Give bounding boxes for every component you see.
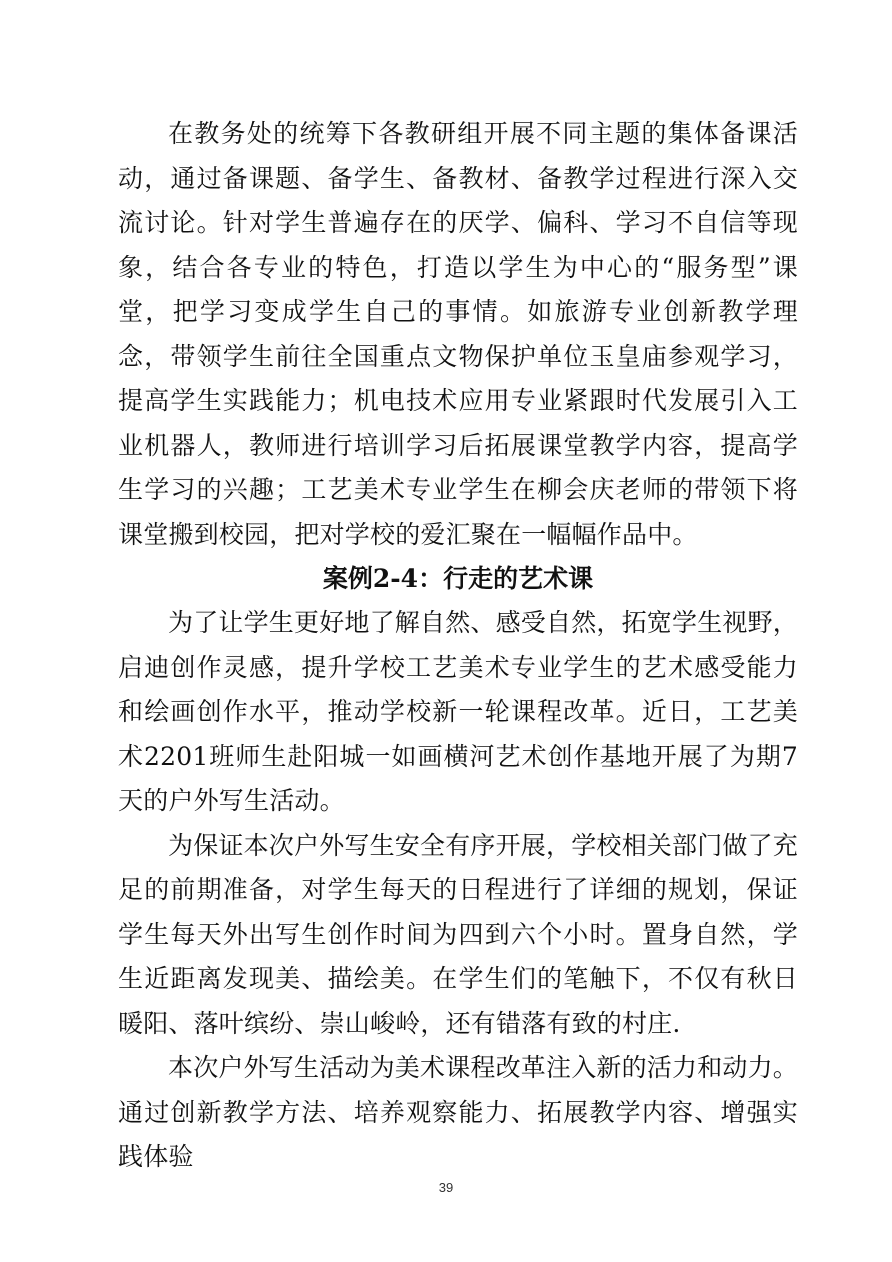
paragraph-safety-preparation: 为保证本次户外写生安全有序开展，学校相关部门做了充足的前期准备，对学生每天的日程进行了详细的规划，保证学生每天外出写生创作时间为四到六个小时。置身自然，学生近距离发现美、描绘美。在学生们的笔触下，不仅有秋日暖阳、落叶缤纷、崇山峻岭，还有错落有致的村庄. [118, 830, 799, 1038]
paragraph-curriculum-reform: 本次户外写生活动为美术课程改革注入新的活力和动力。通过创新教学方法、培养观察能力、拓展教学内容、增强实践体验 [118, 1053, 799, 1171]
page-body [118, 112, 798, 1180]
page-number: 39 [438, 1180, 454, 1195]
case-heading: 案例2-4：行走的艺术课 [322, 564, 594, 593]
paragraph-collective-lesson-prep: 在教务处的统筹下各教研组开展不同主题的集体备课活动，通过备课题、备学生、备教材、备教学过程进行深入交流讨论。针对学生普遍存在的厌学、偏科、学习不自信等现象，结合各专业的特色，打造以学生为中心的“服务型”课堂，把学习变成学生自己的事情。如旅游专业创新教学理念，带领学生前往全国重点文物保护单位玉皇庙参观学习，提高学生实践能力；机电技术应用专业紧跟时代发展引入工业机器人，教师进行培训学习后拓展课堂教学内容，提高学生学习的兴趣；工艺美术专业学生在柳会庆老师的带领下将课堂搬到校园，把对学校的爱汇聚在一幅幅作品中。 [118, 119, 798, 549]
paragraph-sketching-trip-intro: 为了让学生更好地了解自然、感受自然，拓宽学生视野，启迪创作灵感，提升学校工艺美术专业学生的艺术感受能力和绘画创作水平，推动学校新一轮课程改革。近日，工艺美术2201班师生赴阳城一如画横河艺术创作基地开展了为期7天的户外写生活动。 [118, 608, 799, 815]
